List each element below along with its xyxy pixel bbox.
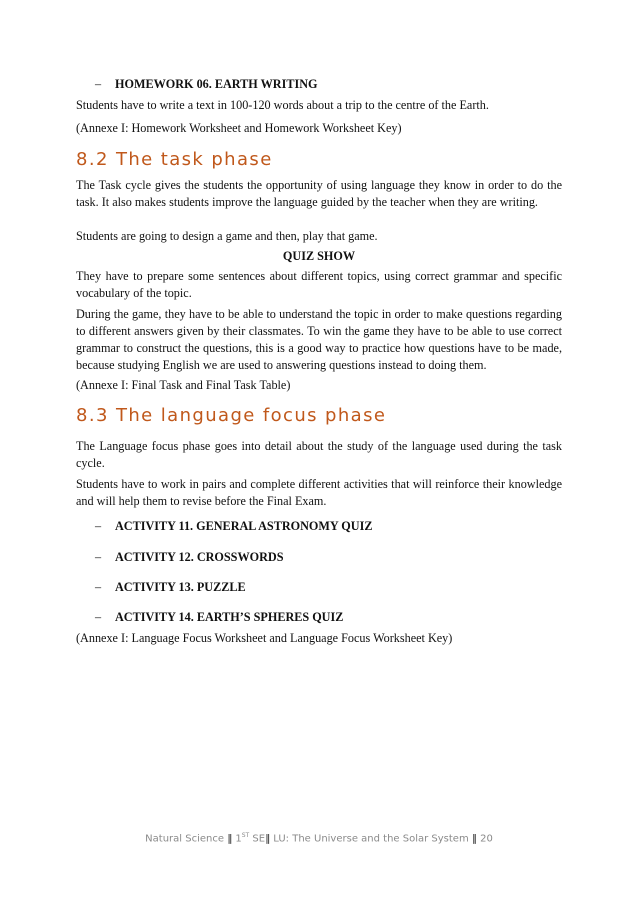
task-phase-paragraph-2: Students are going to design a game and then, play that game.	[76, 229, 378, 243]
section-heading-language-focus: 8.3 The language focus phase	[76, 405, 387, 426]
bullet-dash: –	[95, 580, 102, 594]
task-phase-annex: (Annexe I: Final Task and Final Task Table)	[76, 378, 291, 392]
footer-level: SE	[252, 833, 266, 845]
bullet-dash: –	[95, 550, 102, 564]
footer-separator: ‖	[227, 833, 233, 845]
section-heading-task-phase: 8.2 The task phase	[76, 149, 273, 170]
page-number: 20	[480, 833, 493, 845]
homework-title: HOMEWORK 06. EARTH WRITING	[115, 77, 318, 91]
bullet-dash: –	[95, 610, 102, 624]
bullet-dash: –	[95, 519, 102, 533]
language-focus-paragraph-1: The Language focus phase goes into detail about the study of the language used during the task cycle.	[76, 439, 562, 470]
activity-item	[95, 610, 343, 625]
footer-level-sup: ST	[241, 832, 250, 839]
footer-separator: ‖	[471, 833, 477, 845]
footer-separator: ‖	[265, 833, 271, 845]
task-phase-paragraph-3: They have to prepare some sentences about different topics, using correct grammar and specific vocabulary of the topic.	[76, 269, 562, 300]
activity-label: ACTIVITY 13. PUZZLE	[115, 580, 246, 594]
footer-unit: LU: The Universe and the Solar System	[273, 833, 469, 845]
activity-label: ACTIVITY 12. CROSSWORDS	[115, 550, 284, 564]
footer-level-num: 1	[235, 833, 242, 845]
bullet-dash: –	[95, 77, 102, 91]
page-footer	[0, 832, 638, 844]
task-phase-paragraph-4: During the game, they have to be able to understand the topic in order to make questions regarding to different answers given by their classmates. To win the game they have to be able to use correct grammar to construct the questions, this is a good way to practice how questions have to be made, because studying English we are used to answering questions instead to doing them.	[76, 307, 562, 372]
task-phase-paragraph-1: The Task cycle gives the students the opportunity of using language they know in order to do the task. It also makes students improve the language guided by the teacher when they are writing.	[76, 178, 562, 209]
activity-label: ACTIVITY 11. GENERAL ASTRONOMY QUIZ	[115, 519, 373, 533]
homework-bullet	[95, 77, 318, 92]
language-focus-annex: (Annexe I: Language Focus Worksheet and Language Focus Worksheet Key)	[76, 631, 453, 645]
activity-label: ACTIVITY 14. EARTH’S SPHERES QUIZ	[115, 610, 344, 624]
language-focus-paragraph-2: Students have to work in pairs and complete different activities that will reinforce their knowledge and will help them to revise before the Final Exam.	[76, 477, 562, 508]
activity-item	[95, 519, 372, 534]
footer-subject: Natural Science	[145, 833, 224, 845]
activity-item	[95, 550, 284, 565]
homework-text: Students have to write a text in 100-120 words about a trip to the centre of the Earth.	[76, 98, 489, 112]
quiz-show-title: QUIZ SHOW	[282, 249, 356, 263]
homework-annex: (Annexe I: Homework Worksheet and Homework Worksheet Key)	[76, 121, 402, 135]
activity-item	[95, 580, 246, 595]
